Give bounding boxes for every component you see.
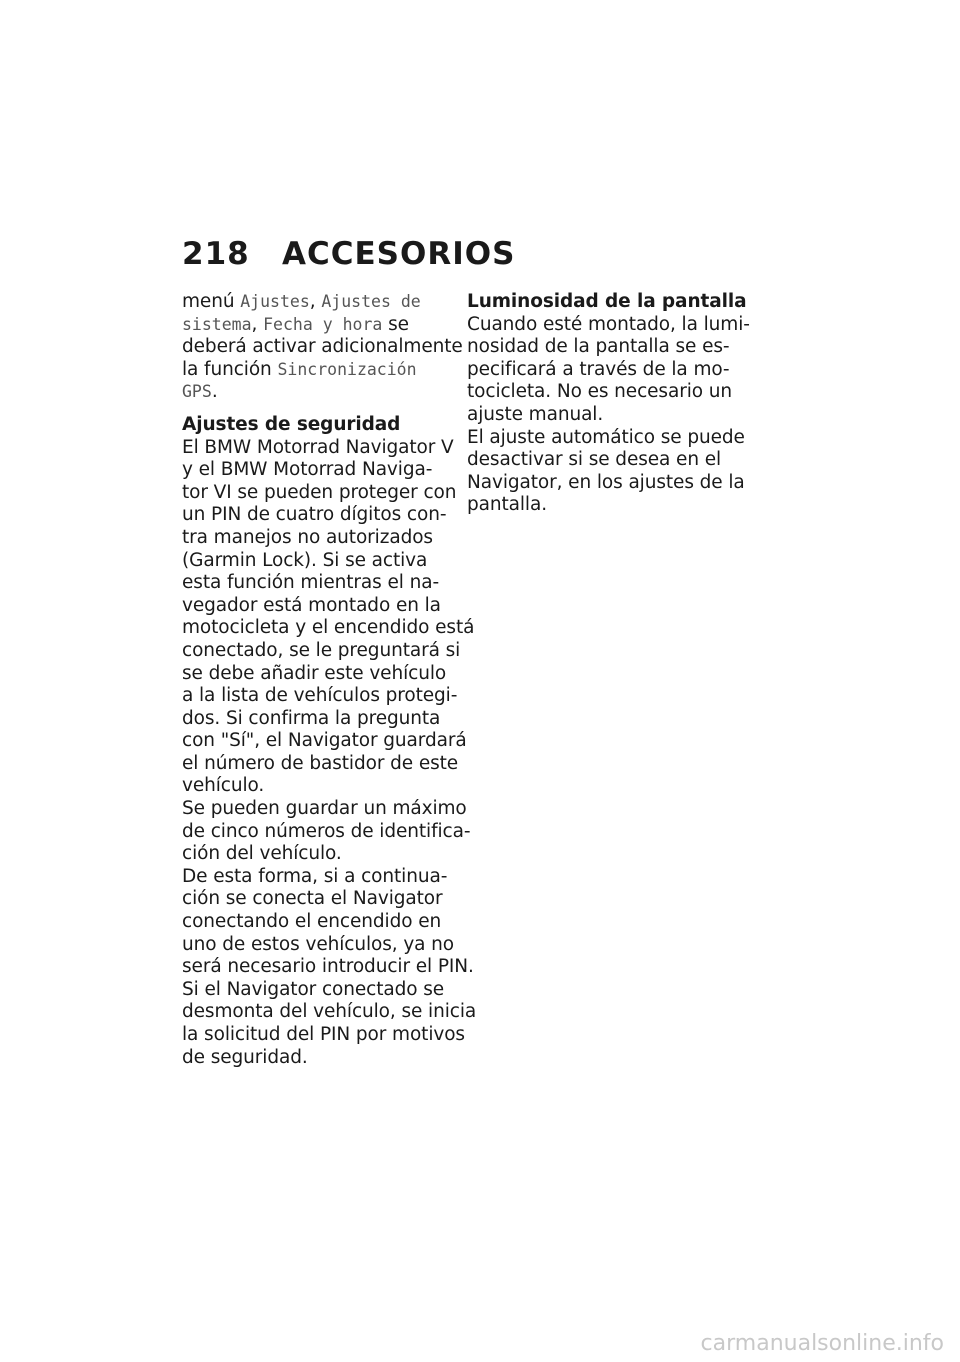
security-text-line: de cinco números de identifica- xyxy=(182,820,471,842)
security-text-line: a la lista de vehículos protegi- xyxy=(182,685,458,707)
security-text-line: Si el Navigator conectado se xyxy=(182,978,445,1000)
security-text-line: la solicitud del PIN por motivos xyxy=(182,1024,465,1045)
menu-path-fecha-y-hora: Fecha y hora xyxy=(263,314,383,334)
function-gps: GPS xyxy=(182,382,212,402)
intro-line-1 xyxy=(182,291,454,314)
intro-separator: , xyxy=(251,313,264,335)
security-text-line: el número de bastidor de este xyxy=(182,752,459,774)
brightness-text-line: El ajuste automático se puede xyxy=(467,426,745,448)
brightness-text-line: desactivar si se desea en el xyxy=(467,449,722,471)
security-text-line: tra manejos no autorizados xyxy=(182,526,433,548)
security-text-line: un PIN de cuatro dígitos con- xyxy=(182,504,447,526)
security-text-line: De esta forma, si a continua- xyxy=(182,865,448,887)
intro-line-2 xyxy=(182,314,454,337)
security-text-line: El BMW Motorrad Navigator V xyxy=(182,436,454,458)
security-text-line: ción del vehículo. xyxy=(182,843,342,865)
security-text-line: tor VI se pueden proteger con xyxy=(182,481,457,503)
security-text-line: se debe añadir este vehículo xyxy=(182,662,447,684)
menu-path-ajustes-de: Ajustes de xyxy=(321,292,421,311)
intro-line-3: deberá activar adicionalmente xyxy=(182,336,463,358)
intro-line-4 xyxy=(182,359,454,382)
security-text-line: de seguridad. xyxy=(182,1046,308,1068)
brightness-body xyxy=(467,313,750,517)
brightness-text-line: pantalla. xyxy=(467,494,547,516)
security-text-line: vegador está montado en la xyxy=(182,594,441,616)
brightness-text-line: pecificará a través de la mo- xyxy=(467,358,730,380)
security-text-line: ción se conecta el Navigator xyxy=(182,888,443,910)
security-text-line: uno de estos vehículos, ya no xyxy=(182,933,455,955)
intro-text: la función xyxy=(182,358,278,380)
watermark: carmanualsonline.info xyxy=(700,1331,944,1356)
brightness-heading: Luminosidad de la pantalla xyxy=(467,291,747,312)
security-text-line: conectado, se le preguntará si xyxy=(182,639,461,661)
security-text-line: conectando el encendido en xyxy=(182,911,442,933)
security-text-line: motocicleta y el encendido está xyxy=(182,617,475,639)
right-column xyxy=(467,291,750,517)
security-text-line: y el BMW Motorrad Naviga- xyxy=(182,459,433,481)
page-header xyxy=(182,236,515,282)
security-body xyxy=(182,436,477,1070)
intro-separator: , xyxy=(309,291,322,312)
brightness-text-line: Navigator, en los ajustes de la xyxy=(467,471,745,493)
intro-text: . xyxy=(211,381,218,403)
security-text-line: desmonta del vehículo, se inicia xyxy=(182,1001,477,1023)
intro-line-5 xyxy=(182,381,454,404)
section-title: ACCESORIOS xyxy=(282,236,516,272)
brightness-text-line: ajuste manual. xyxy=(467,403,604,425)
security-text-line: Se pueden guardar un máximo xyxy=(182,798,467,820)
function-sincronizacion: Sincronización xyxy=(277,359,417,379)
security-text-line: dos. Si confirma la pregunta xyxy=(182,707,441,729)
security-text-line: esta función mientras el na- xyxy=(182,572,440,594)
security-heading: Ajustes de seguridad xyxy=(182,413,401,435)
menu-path-sistema: sistema xyxy=(182,314,252,334)
security-text-line: (Garmin Lock). Si se activa xyxy=(182,549,428,571)
paragraph-gap xyxy=(182,404,454,414)
intro-text: menú xyxy=(182,291,241,312)
brightness-text-line: nosidad de la pantalla se es- xyxy=(467,336,730,358)
brightness-text-line: tocicleta. No es necesario un xyxy=(467,381,732,403)
left-column xyxy=(182,291,477,1069)
security-text-line: vehículo. xyxy=(182,775,265,797)
page-number: 218 xyxy=(182,236,250,272)
intro-text: se xyxy=(382,313,409,335)
menu-path-ajustes: Ajustes xyxy=(240,292,310,311)
security-text-line: con "Sí", el Navigator guardará xyxy=(182,730,467,752)
brightness-text-line: Cuando esté montado, la lumi- xyxy=(467,313,750,335)
security-text-line: será necesario introducir el PIN. xyxy=(182,956,474,978)
